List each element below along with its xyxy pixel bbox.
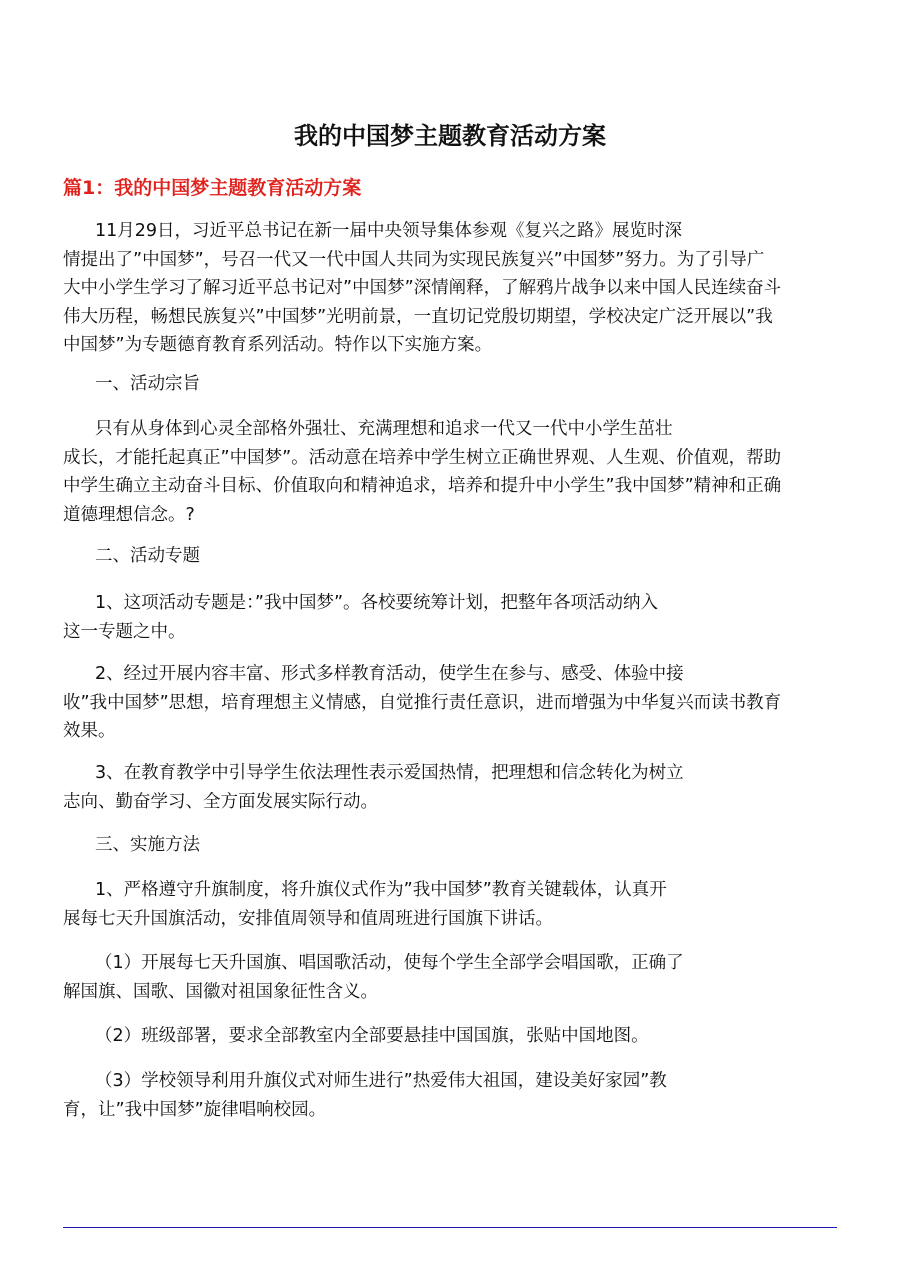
paragraph: [63, 370, 838, 399]
text-line: 育，让”我中国梦”旋律唱响校园。: [63, 1099, 327, 1120]
text-line: （3）学校领导利用升旗仪式对师生进行”热爱伟大祖国，建设美好家园”教: [95, 1071, 667, 1091]
paragraph: [63, 759, 838, 816]
paragraph: [63, 949, 838, 1006]
text-line: 2、经过开展内容丰富、形式多样教育活动，使学生在参与、感受、体验中接: [95, 664, 684, 684]
text-line: 解国旗、国歌、国徽对祖国象征性含义。: [63, 981, 378, 1002]
paragraph: [63, 876, 838, 933]
text-line: 志向、勤奋学习、全方面发展实际行动。: [63, 791, 378, 812]
text-line: 收”我中国梦”思想，培育理想主义情感，自觉推行责任意识，进而增强为中华复兴而读书教育: [63, 692, 782, 713]
text-line: 1、这项活动专题是：”我中国梦”。各校要统筹计划，把整年各项活动纳入: [95, 593, 659, 613]
paragraph: [63, 660, 838, 746]
text-line: 大中小学生学习了解习近平总书记对”中国梦”深情阐释，了解鸦片战争以来中国人民连续奋斗: [63, 278, 782, 299]
text-line: 11月29日，习近平总书记在新一届中央领导集体参观《复兴之路》展览时深: [95, 221, 683, 241]
text-line: 中国梦”为专题德育教育系列活动。特作以下实施方案。: [63, 335, 493, 356]
text-line: 中学生确立主动奋斗目标、价值取向和精神追求，培养和提升中小学生”我中国梦”精神和正确: [63, 476, 782, 497]
text-line: 成长，才能托起真正”中国梦”。活动意在培养中学生树立正确世界观、人生观、价值观，帮助: [63, 447, 782, 468]
text-line: 道德理想信念。?: [63, 504, 195, 525]
text-line: 二、活动专题: [95, 546, 200, 566]
text-line: 1、严格遵守升旗制度，将升旗仪式作为”我中国梦”教育关键载体，认真开: [95, 880, 667, 900]
text-line: 3、在教育教学中引导学生依法理性表示爱国热情，把理想和信念转化为树立: [95, 763, 684, 783]
text-line: （1）开展每七天升国旗、唱国歌活动，使每个学生全部学会唱国歌，正确了: [95, 953, 684, 973]
text-line: 伟大历程，畅想民族复兴”中国梦”光明前景，一直切记党殷切期望，学校决定广泛开展以”我: [63, 306, 773, 327]
paragraph: [63, 1022, 838, 1051]
text-line: 三、实施方法: [95, 835, 200, 855]
paragraph: [63, 415, 838, 529]
paragraph: [63, 1067, 838, 1124]
footer-divider: [63, 1227, 837, 1228]
paragraph: [63, 831, 838, 860]
paragraph: [63, 542, 838, 571]
text-line: （2）班级部署，要求全部教室内全部要悬挂中国国旗，张贴中国地图。: [95, 1026, 649, 1046]
text-line: 一、活动宗旨: [95, 374, 200, 394]
document-title: 我的中国梦主题教育活动方案: [294, 122, 606, 150]
text-line: 这一专题之中。: [63, 621, 186, 642]
text-line: 情提出了”中国梦”，号召一代又一代中国人共同为实现民族复兴”中国梦”努力。为了引导广: [63, 249, 765, 270]
paragraph: [63, 217, 838, 360]
text-line: 效果。: [63, 721, 116, 742]
text-line: 只有从身体到心灵全部格外强壮、充满理想和追求一代又一代中小学生茁壮: [95, 419, 673, 439]
text-line: 展每七天升国旗活动，安排值周领导和值周班进行国旗下讲话。: [63, 908, 553, 929]
paragraph: [63, 589, 838, 646]
section-heading: 篇1：我的中国梦主题教育活动方案: [63, 177, 362, 199]
